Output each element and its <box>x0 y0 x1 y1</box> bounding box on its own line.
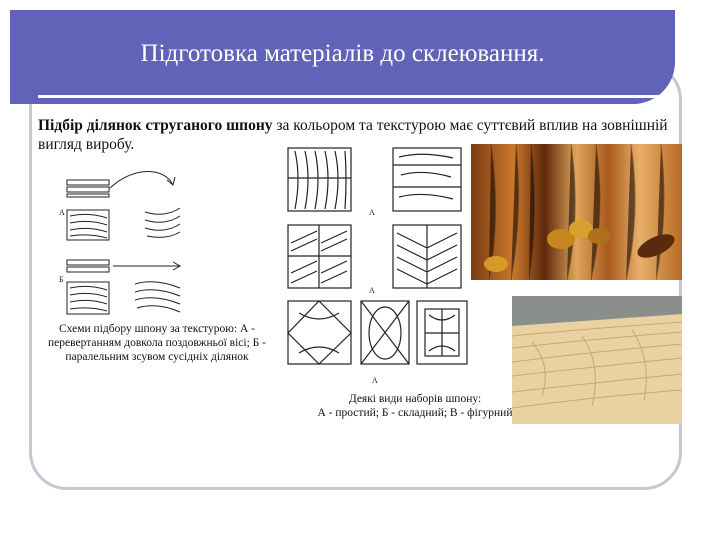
veneer-sets-diagram <box>283 143 473 388</box>
intro-bold: Підбір ділянок струганого шпону <box>38 117 273 134</box>
right-caption-line-2: А - простий; Б - складний; В - фігурний <box>317 407 513 419</box>
label-set-2: А <box>369 286 375 295</box>
veneer-photo-planks <box>512 296 682 424</box>
right-caption <box>290 392 540 420</box>
intro-rest: за кольором та текстурою має суттєвий вплив на зовнішній вигляд виробу. <box>38 117 668 153</box>
left-caption: Схеми підбору шпону за текстурою: А - перевертанням довкола поздовжньої вісі; Б - паралельним зсувом сусідніх ділянок <box>48 323 266 363</box>
label-a: А <box>59 208 65 217</box>
label-b: Б <box>59 275 64 284</box>
label-set-1: А <box>369 208 375 217</box>
label-set-3: А <box>372 376 378 385</box>
veneer-matching-scheme <box>55 160 195 320</box>
right-caption-line-1: Деякі види наборів шпону: <box>348 393 482 405</box>
slide-title: Підготовка матеріалів до склеювання. <box>140 40 545 67</box>
veneer-photo-leaves <box>471 144 682 280</box>
